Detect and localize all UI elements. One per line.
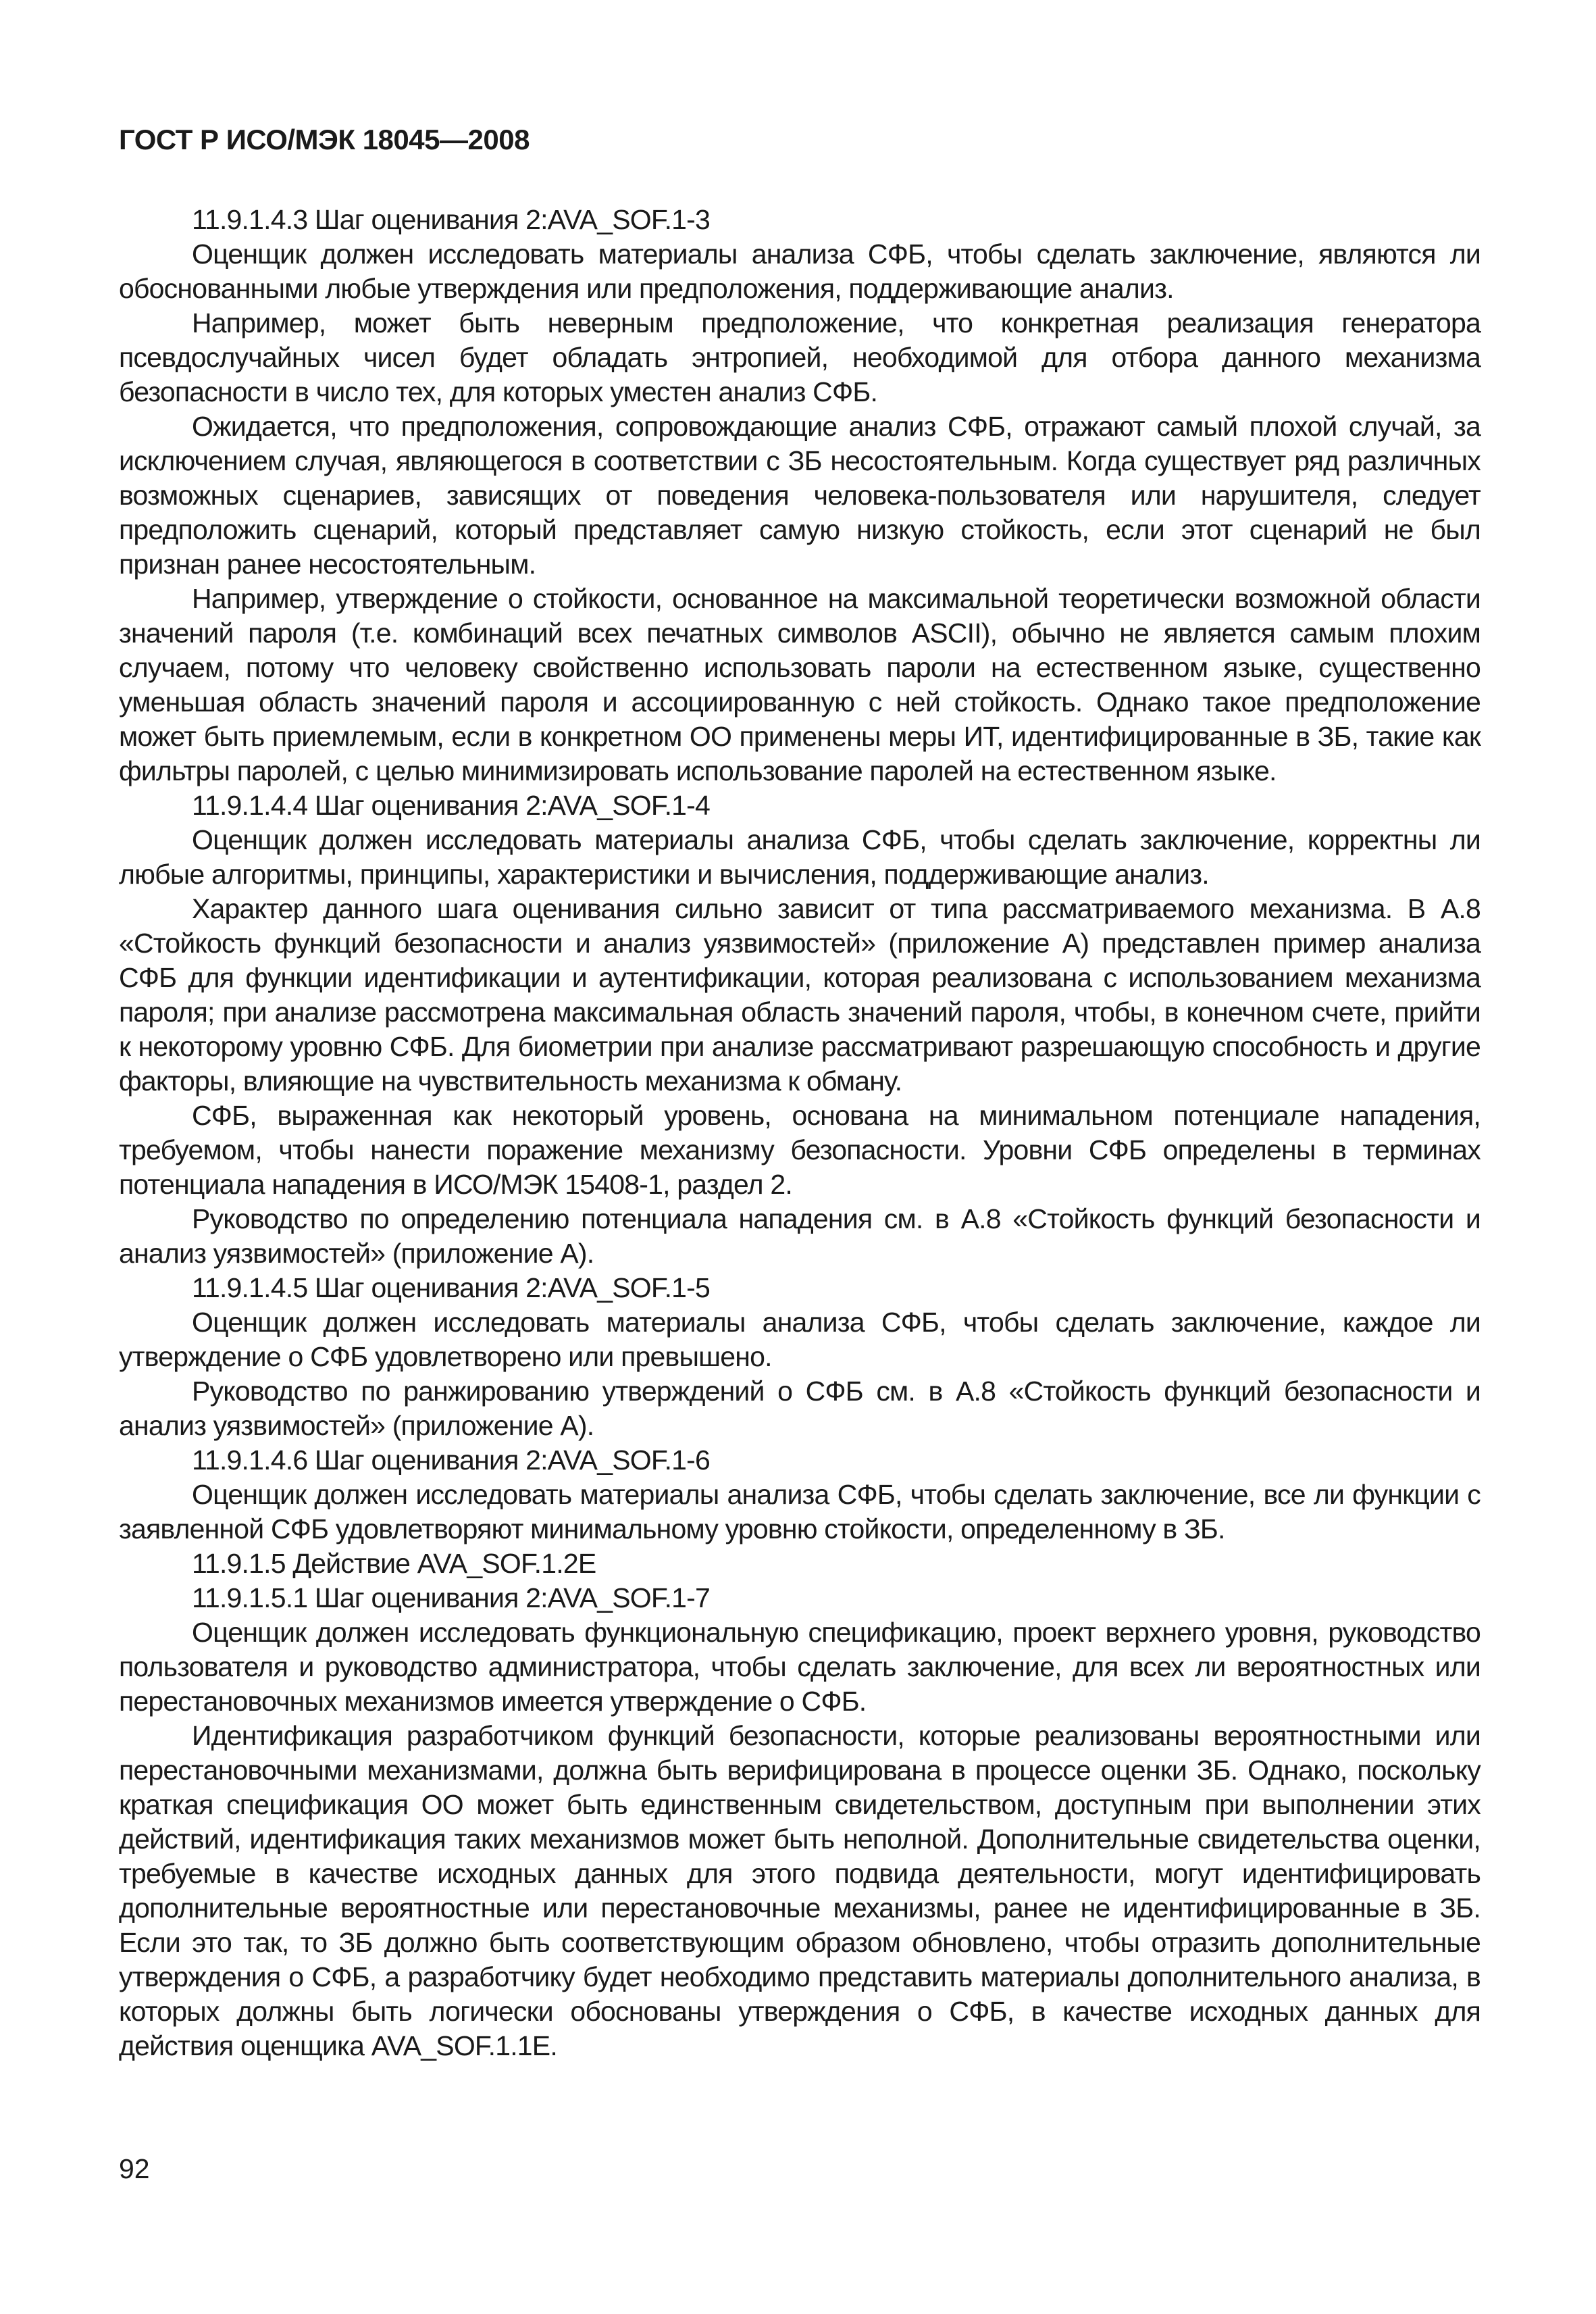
paragraph: Идентификация разработчиком функций безопасности, которые реализованы вероятностными или перестановочными механизмами, должна быть верифицирована в процессе оценки ЗБ. Однако, поскольку краткая спецификация ОО может быть единственным свидетельством, доступным при выполнении этих действий, идентификация таких механизмов может быть неполной. Дополнительные свидетельства оценки, требуемые в качестве исходных данных для этого подвида деятельности, могут идентифицировать дополнительные вероятностные или перестановочные механизмы, ранее не идентифицированные в ЗБ. Если это так, то ЗБ должно быть соответствующим образом обновлено, чтобы отразить дополнительные утверждения о СФБ, а разработчику будет необходимо представить материалы дополнительного анализа, в которых должны быть логически обоснованы утверждения о СФБ, в качестве исходных данных для действия оценщика AVA_SOF.1.1E. bbox=[119, 1720, 1481, 2061]
document-body bbox=[119, 203, 1481, 2063]
paragraph: Оценщик должен исследовать материалы анализа СФБ, чтобы сделать заключение, все ли функции с заявленной СФБ удовлетворяют минимальному уровню стойкости, определенному в ЗБ. bbox=[119, 1479, 1481, 1544]
standard-header: ГОСТ Р ИСО/МЭК 18045—2008 bbox=[119, 124, 530, 155]
section-heading: 11.9.1.4.5 Шаг оценивания 2:AVA_SOF.1-5 bbox=[192, 1272, 711, 1303]
section-heading: 11.9.1.4.4 Шаг оценивания 2:AVA_SOF.1-4 bbox=[192, 790, 711, 821]
paragraph: СФБ, выраженная как некоторый уровень, основана на минимальном потенциале нападения, требуемом, чтобы нанести поражение механизму безопасности. Уровни СФБ определены в терминах потенциала нападения в ИСО/МЭК 15408-1, раздел 2. bbox=[119, 1100, 1481, 1200]
section-heading: 11.9.1.4.6 Шаг оценивания 2:AVA_SOF.1-6 bbox=[192, 1444, 711, 1476]
section-heading: 11.9.1.4.3 Шаг оценивания 2:AVA_SOF.1-3 bbox=[192, 204, 711, 235]
paragraph: Например, может быть неверным предположение, что конкретная реализация генератора псевдослучайных чисел будет обладать энтропией, необходимой для отбора данного механизма безопасности в число тех, для которых уместен анализ СФБ. bbox=[119, 307, 1481, 407]
paragraph: Характер данного шага оценивания сильно зависит от типа рассматриваемого механизма. В А.8 «Стойкость функций безопасности и анализ уязвимостей» (приложение А) представлен пример анализа СФБ для функции идентификации и аутентификации, которая реализована с использованием механизма пароля; при анализе рассмотрена максимальная область значений пароля, чтобы, в конечном счете, прийти к некоторому уровню СФБ. Для биометрии при анализе рассматривают разрешающую способность и другие факторы, влияющие на чувствительность механизма к обману. bbox=[119, 893, 1481, 1097]
paragraph: Например, утверждение о стойкости, основанное на максимальной теоретически возможной области значений пароля (т.е. комбинаций всех печатных символов ASCII), обычно не является самым плохим случаем, потому что человеку свойственно использовать пароли на естественном языке, существенно уменьшая область значений пароля и ассоциированную с ней стойкость. Однако такое предположение может быть приемлемым, если в конкретном ОО применены меры ИТ, идентифицированные в ЗБ, такие как фильтры паролей, с целью минимизировать использование паролей на естественном языке. bbox=[119, 583, 1481, 786]
paragraph: Оценщик должен исследовать материалы анализа СФБ, чтобы сделать заключение, являются ли обоснованными любые утверждения или предположения, поддерживающие анализ. bbox=[119, 238, 1481, 304]
paragraph: Оценщик должен исследовать материалы анализа СФБ, чтобы сделать заключение, каждое ли утверждение о СФБ удовлетворено или превышено. bbox=[119, 1307, 1481, 1372]
paragraph: Руководство по определению потенциала нападения см. в А.8 «Стойкость функций безопасности и анализ уязвимостей» (приложение А). bbox=[119, 1203, 1481, 1269]
section-heading: 11.9.1.5 Действие AVA_SOF.1.2E bbox=[192, 1548, 596, 1579]
paragraph: Оценщик должен исследовать функциональную спецификацию, проект верхнего уровня, руководство пользователя и руководство администратора, чтобы сделать заключение, для всех ли вероятностных или перестановочных механизмов имеется утверждение о СФБ. bbox=[119, 1617, 1481, 1717]
paragraph: Ожидается, что предположения, сопровождающие анализ СФБ, отражают самый плохой случай, за исключением случая, являющегося в соответствии с ЗБ несостоятельным. Когда существует ряд различных возможных сценариев, зависящих от поведения человека-пользователя или нарушителя, следует предположить сценарий, который представляет самую низкую стойкость, если этот сценарий не был признан ранее несостоятельным. bbox=[119, 411, 1481, 580]
paragraph: Оценщик должен исследовать материалы анализа СФБ, чтобы сделать заключение, корректны ли любые алгоритмы, принципы, характеристики и вычисления, поддерживающие анализ. bbox=[119, 824, 1481, 890]
section-heading: 11.9.1.5.1 Шаг оценивания 2:AVA_SOF.1-7 bbox=[192, 1582, 711, 1613]
paragraph: Руководство по ранжированию утверждений о СФБ см. в А.8 «Стойкость функций безопасности и анализ уязвимостей» (приложение А). bbox=[119, 1376, 1481, 1441]
page-number: 92 bbox=[119, 2153, 150, 2184]
